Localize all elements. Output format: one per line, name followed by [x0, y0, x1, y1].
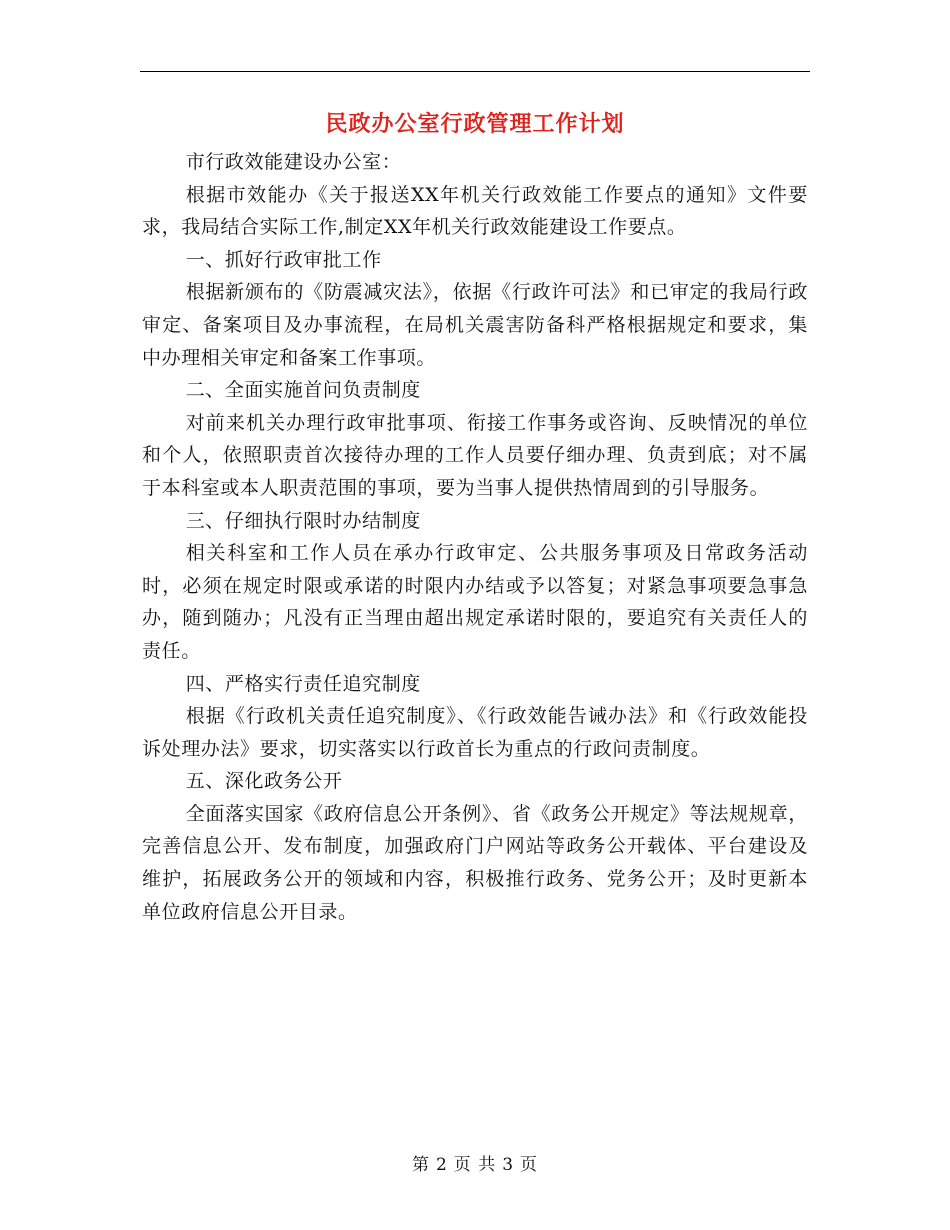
salutation: 市行政效能建设办公室： [185, 151, 402, 173]
document-title: 民政办公室行政管理工作计划 [325, 112, 625, 137]
section-paragraph-2: 对前来机关办理行政审批事项、衔接工作事务或咨询、反映情况的单位和个人，依照职责首次接待办理的工作人员要仔细办理、负责到底；对不属于本科室或本人职责范围的事项，要为当事人提供热情周到的引导服务。 [142, 411, 808, 499]
section-paragraph-1: 根据新颁布的《防震减灾法》，依据《行政许可法》和已审定的我局行政审定、备案项目及办事流程，在局机关震害防备科严格根据规定和要求，集中办理相关审定和备案工作事项。 [142, 281, 808, 369]
document-body [142, 146, 808, 928]
intro-paragraph: 根据市效能办《关于报送XX年机关行政效能工作要点的通知》文件要求，我局结合实际工作,制定XX年机关行政效能建设工作要点。 [142, 183, 808, 239]
section-paragraph-5: 全面落实国家《政府信息公开条例》、省《政务公开规定》等法规规章，完善信息公开、发布制度，加强政府门户网站等政务公开载体、平台建设及维护，拓展政务公开的领域和内容，积极推行政务、党务公开；及时更新本单位政府信息公开目录。 [142, 802, 808, 923]
page-label-prefix: 第 [411, 1155, 430, 1175]
section-paragraph-3: 相关科室和工作人员在承办行政审定、公共服务事项及日常政务活动时，必须在规定时限或承诺的时限内办结或予以答复；对紧急事项要急事急办，随到随办；凡没有正当理由超出规定承诺时限的，要追究有关责任人的责任。 [142, 542, 808, 662]
header-rule [140, 71, 810, 72]
page-number-footer [0, 1153, 950, 1177]
section-paragraph-4: 根据《行政机关责任追究制度》、《行政效能告诫办法》和《行政效能投诉处理办法》要求，切实落实以行政首长为重点的行政问责制度。 [142, 705, 808, 760]
section-heading-5: 五、深化政务公开 [185, 770, 343, 793]
section-heading-1: 一、抓好行政审批工作 [185, 248, 382, 271]
total-pages-number: 3 [502, 1155, 515, 1175]
current-page-number: 2 [435, 1155, 448, 1175]
page-label-suffix: 页 [520, 1155, 539, 1175]
section-heading-4: 四、严格实行责任追究制度 [185, 672, 421, 695]
section-heading-2: 二、全面实施首问负责制度 [185, 379, 421, 402]
section-heading-3: 三、仔细执行限时办结制度 [185, 509, 421, 532]
page-label-mid: 页 共 [453, 1155, 497, 1175]
